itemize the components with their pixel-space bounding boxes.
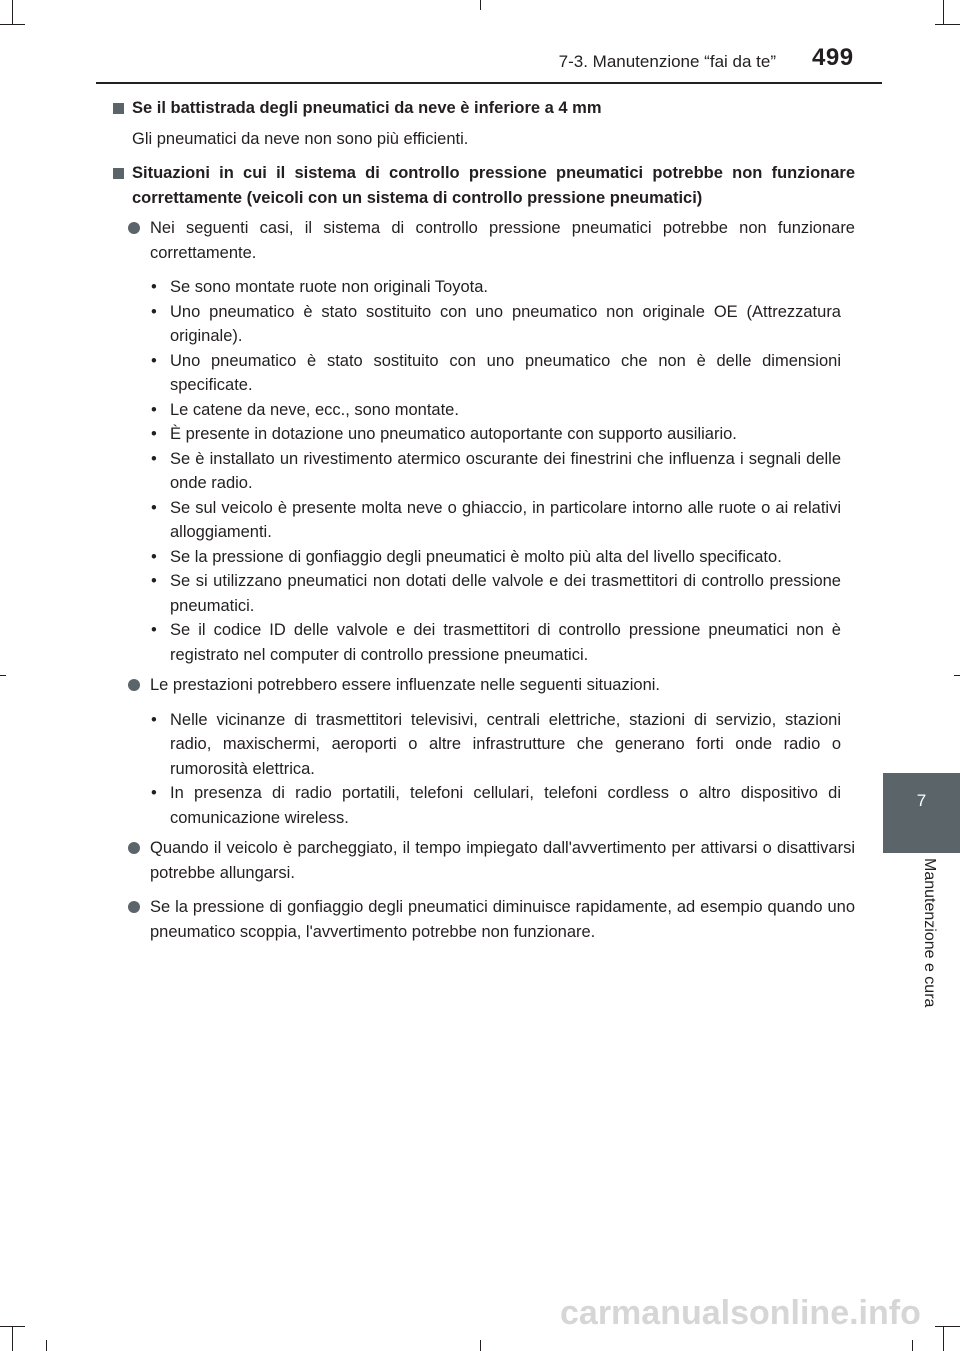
cases-list	[113, 275, 855, 667]
crop-mark	[12, 0, 13, 25]
list-item	[113, 496, 855, 545]
list-item-text: Se è installato un rivestimento atermico oscurante dei finestrini che influenza i segnali delle onde radio.	[170, 449, 841, 492]
crop-mark	[912, 1340, 913, 1351]
running-header: 7-3. Manutenzione “fai da te”	[558, 52, 776, 71]
round-bullet-icon	[128, 842, 140, 854]
list-item	[113, 781, 855, 830]
list-item	[113, 447, 855, 496]
list-item-text: È presente in dotazione uno pneumatico autoportante con supporto ausiliario.	[170, 425, 737, 443]
list-item	[113, 422, 855, 447]
paragraph-cases	[113, 216, 855, 667]
chapter-title: Manutenzione e cura	[921, 858, 938, 1008]
list-item	[113, 300, 855, 349]
list-item-text: Uno pneumatico è stato sostituito con uno pneumatico che non è delle dimensioni specificate.	[170, 351, 841, 394]
bullet-dot: •	[151, 498, 157, 517]
list-item	[113, 349, 855, 398]
chapter-tab	[883, 773, 960, 853]
page-content	[113, 96, 855, 954]
crop-mark	[46, 1340, 47, 1351]
square-bullet-icon	[113, 168, 124, 179]
list-item-text: Se sul veicolo è presente molta neve o ghiaccio, in particolare intorno alle ruote o ai relativi alloggiamenti.	[170, 498, 841, 541]
bullet-dot: •	[151, 302, 157, 321]
crop-mark	[0, 24, 25, 25]
paragraph-text: Quando il veicolo è parcheggiato, il tempo impiegato dall'avvertimento per attivarsi o disattivarsi potrebbe allungarsi.	[150, 839, 855, 882]
bullet-dot: •	[151, 784, 157, 802]
round-bullet-icon	[128, 222, 140, 234]
section-tpms-conditions	[113, 161, 855, 944]
crop-mark	[0, 1326, 25, 1327]
bullet-dot: •	[151, 351, 157, 370]
crop-mark	[12, 1326, 13, 1351]
list-item	[113, 545, 855, 570]
paragraph-text: Nei seguenti casi, il sistema di controllo pressione pneumatici potrebbe non funzionare correttamente.	[150, 219, 855, 262]
list-item-text: Le catene da neve, ecc., sono montate.	[170, 400, 459, 419]
section-body: Gli pneumatici da neve non sono più efficienti.	[132, 129, 469, 148]
crop-mark	[943, 0, 944, 25]
paragraph-text: Le prestazioni potrebbero essere influenzate nelle seguenti situazioni.	[150, 676, 660, 694]
crop-mark	[935, 24, 960, 25]
section-heading: Situazioni in cui il sistema di controllo pressione pneumatici potrebbe non funzionare correttamente (veicoli con un sistema di controllo pressione pneumatici)	[132, 164, 855, 207]
list-item-text: Uno pneumatico è stato sostituito con uno pneumatico non originale OE (Attrezzatura originale).	[170, 302, 841, 345]
list-item-text: Se la pressione di gonfiaggio degli pneumatici è molto più alta del livello specificato.	[170, 547, 782, 566]
situations-list	[113, 708, 855, 831]
list-item	[113, 708, 855, 782]
bullet-dot: •	[151, 621, 157, 639]
crop-mark	[935, 1326, 960, 1327]
square-bullet-icon	[113, 103, 124, 114]
paragraph-text: Se la pressione di gonfiaggio degli pneumatici diminuisce rapidamente, ad esempio quando uno pneumatico scoppia, l'avvertimento potrebbe non funzionare.	[150, 898, 855, 941]
list-item	[113, 618, 855, 667]
list-item	[113, 275, 855, 300]
list-item-text: Se si utilizzano pneumatici non dotati delle valvole e dei trasmettitori di controllo pressione pneumatici.	[170, 572, 841, 615]
paragraph-parked	[113, 836, 855, 885]
round-bullet-icon	[128, 901, 140, 913]
list-item-text: In presenza di radio portatili, telefoni cellulari, telefoni cordless o altro dispositivo di comunicazione wireless.	[170, 784, 841, 827]
bullet-dot: •	[151, 425, 157, 443]
bullet-dot: •	[151, 400, 157, 419]
list-item	[113, 398, 855, 423]
section-heading: Se il battistrada degli pneumatici da neve è inferiore a 4 mm	[132, 99, 602, 117]
crop-mark	[0, 675, 6, 676]
crop-mark	[954, 675, 960, 676]
list-item	[113, 569, 855, 618]
header-divider	[96, 82, 882, 84]
bullet-dot: •	[151, 449, 157, 468]
crop-mark	[480, 1340, 481, 1351]
section-snow-tire-tread	[113, 96, 855, 151]
paragraph-rapid-loss	[113, 895, 855, 944]
bullet-dot: •	[151, 547, 157, 566]
bullet-dot: •	[151, 572, 157, 590]
paragraph-performance	[113, 673, 855, 830]
bullet-dot: •	[151, 278, 157, 296]
bullet-dot: •	[151, 710, 157, 729]
crop-mark	[943, 1326, 944, 1351]
chapter-number: 7	[916, 791, 927, 810]
list-item-text: Nelle vicinanze di trasmettitori televisivi, centrali elettriche, stazioni di servizio, stazioni radio, maxischermi, aeroporti o altre infrastrutture che generano forti onde radio o rumorosità elettrica.	[170, 710, 841, 778]
crop-mark	[480, 0, 481, 10]
round-bullet-icon	[128, 679, 140, 691]
list-item-text: Se il codice ID delle valvole e dei trasmettitori di controllo pressione pneumatici non è registrato nel computer di controllo pressione pneumatici.	[170, 621, 841, 664]
list-item-text: Se sono montate ruote non originali Toyota.	[170, 278, 488, 296]
watermark: carmanualsonline.info	[560, 1294, 921, 1332]
page-number: 499	[812, 44, 854, 71]
